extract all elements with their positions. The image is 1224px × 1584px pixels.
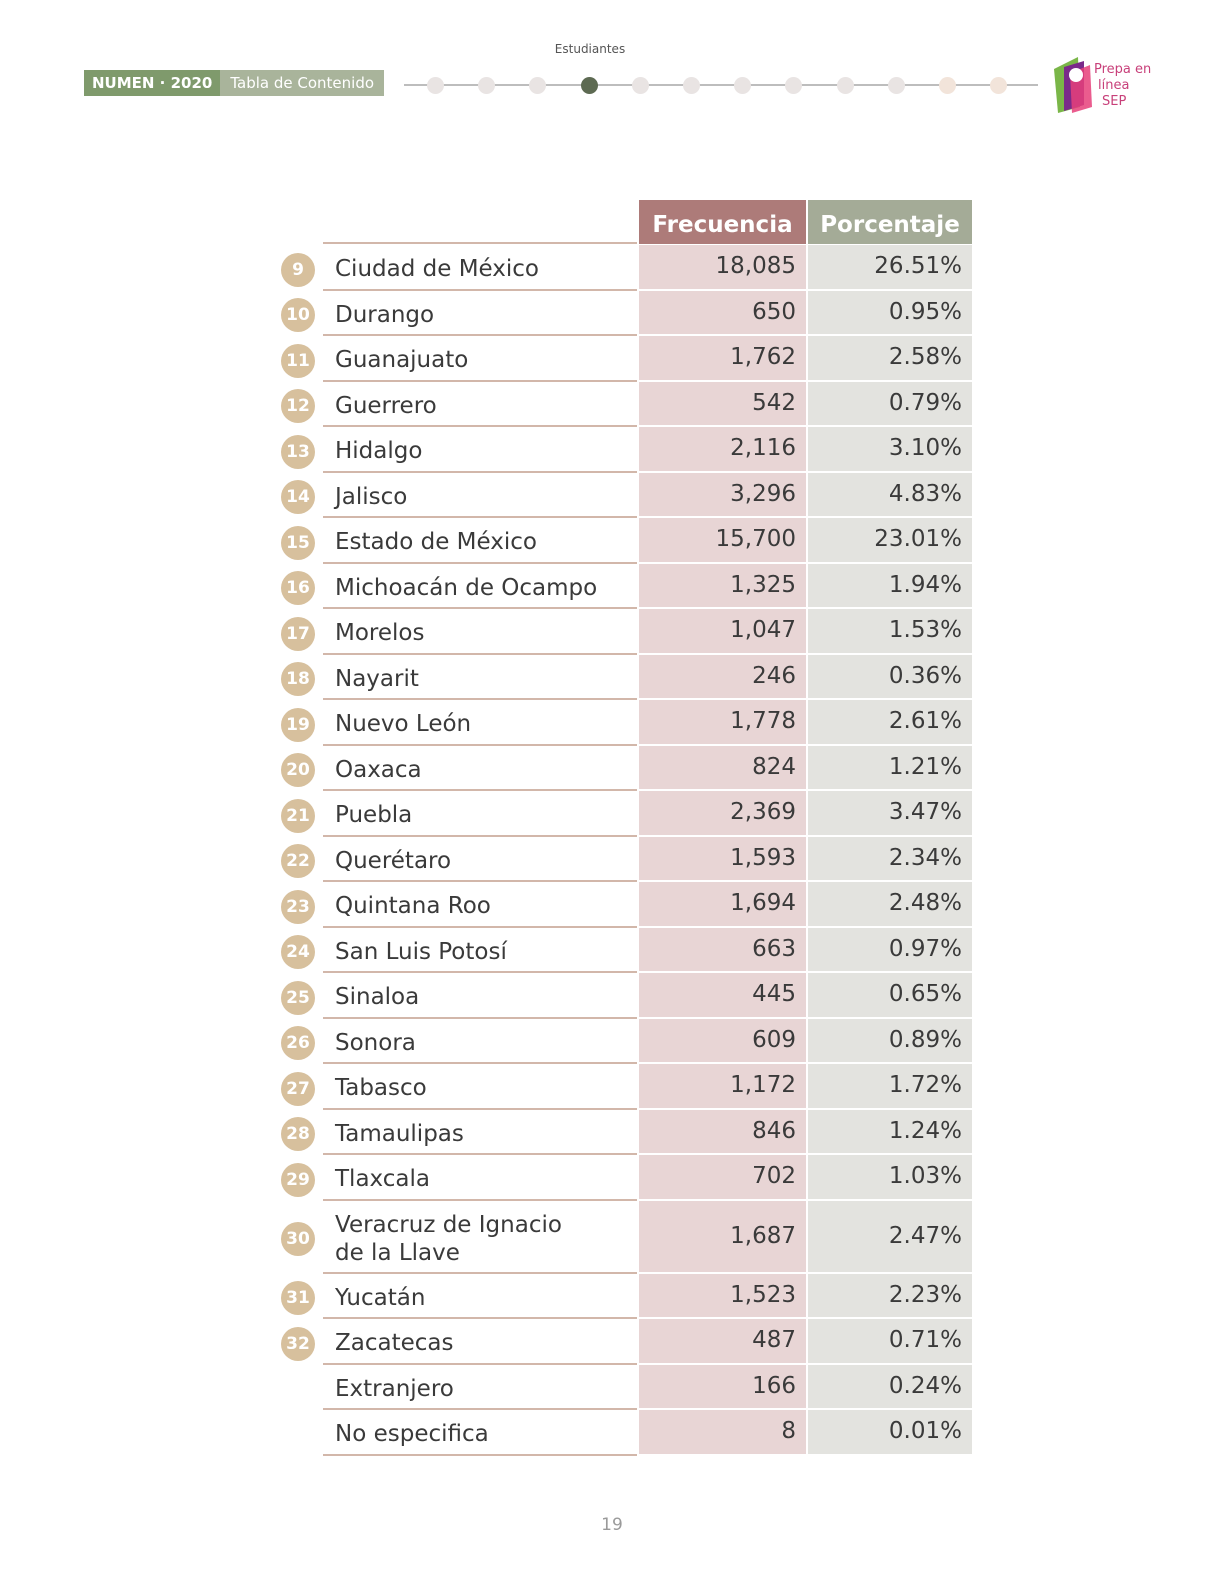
percentage-cell: 0.97% (808, 928, 972, 972)
frequency-cell: 8 (639, 1410, 806, 1454)
percentage-cell: 1.03% (808, 1155, 972, 1199)
frequency-cell: 702 (639, 1155, 806, 1199)
prepa-en-linea-sep-logo (1050, 55, 1152, 117)
table-row (0, 291, 1224, 337)
frequency-cell: 246 (639, 655, 806, 699)
frequency-cell: 1,523 (639, 1274, 806, 1318)
table-row (0, 973, 1224, 1019)
frequency-cell: 18,085 (639, 245, 806, 289)
table-top-rule (323, 242, 637, 244)
frequency-cell: 2,369 (639, 791, 806, 835)
state-number-badge: 30 (281, 1222, 315, 1256)
table-row (0, 518, 1224, 564)
state-name: Tabasco (335, 1075, 427, 1101)
percentage-cell: 26.51% (808, 245, 972, 289)
frequency-cell: 609 (639, 1019, 806, 1063)
percentage-cell: 1.24% (808, 1110, 972, 1154)
table-row (0, 746, 1224, 792)
state-number-badge: 29 (281, 1163, 315, 1197)
percentage-cell: 0.95% (808, 291, 972, 335)
toc-link[interactable]: Tabla de Contenido (220, 70, 384, 96)
progress-dot-1[interactable] (427, 77, 444, 94)
percentage-cell: 2.58% (808, 336, 972, 380)
state-number-badge: 32 (281, 1327, 315, 1361)
table-row (0, 427, 1224, 473)
state-name: Oaxaca (335, 756, 422, 783)
logo-text-line3: SEP (1102, 94, 1127, 109)
frequency-cell: 3,296 (639, 473, 806, 517)
table-row (0, 1365, 1224, 1411)
state-number-badge: 23 (281, 890, 315, 924)
frequency-cell: 2,116 (639, 427, 806, 471)
table-row (0, 336, 1224, 382)
state-name: Jalisco (335, 483, 408, 510)
percentage-cell: 2.23% (808, 1274, 972, 1318)
frequency-cell: 1,694 (639, 882, 806, 926)
row-rule (323, 1454, 637, 1456)
frequency-cell: 1,778 (639, 700, 806, 744)
logo-text-line1: Prepa en (1094, 62, 1152, 77)
percentage-cell: 2.48% (808, 882, 972, 926)
state-number-badge: 11 (281, 344, 315, 378)
state-number-badge: 9 (281, 253, 315, 287)
state-name: Quintana Roo (335, 893, 491, 919)
state-number-badge: 26 (281, 1026, 315, 1060)
brand-badge (84, 70, 384, 96)
state-name: No especifica (335, 1421, 489, 1447)
state-name: Michoacán de Ocampo (335, 574, 598, 601)
state-name: Querétaro (335, 847, 452, 874)
table-row (0, 1319, 1224, 1365)
percentage-cell: 2.47% (808, 1201, 972, 1272)
state-name: Morelos (335, 620, 425, 646)
table-row (0, 1155, 1224, 1201)
state-name: Zacatecas (335, 1330, 454, 1356)
state-number-badge: 18 (281, 662, 315, 696)
frequency-cell: 1,762 (639, 336, 806, 380)
state-name: Sinaloa (335, 984, 420, 1010)
percentage-cell: 0.71% (808, 1319, 972, 1363)
frequency-cell: 846 (639, 1110, 806, 1154)
percentage-cell: 2.34% (808, 837, 972, 881)
state-number-badge: 27 (281, 1072, 315, 1106)
frequency-cell: 1,325 (639, 564, 806, 608)
progress-dot-11[interactable] (939, 77, 956, 94)
state-number-badge: 22 (281, 844, 315, 878)
state-name: Tlaxcala (335, 1166, 430, 1192)
progress-dot-8[interactable] (785, 77, 802, 94)
table-row (0, 928, 1224, 974)
percentage-cell: 1.53% (808, 609, 972, 653)
percentage-cell: 0.01% (808, 1410, 972, 1454)
state-name: Extranjero (335, 1375, 454, 1402)
percentage-cell: 3.10% (808, 427, 972, 471)
state-number-badge: 17 (281, 617, 315, 651)
frequency-cell: 166 (639, 1365, 806, 1409)
state-number-badge: 19 (281, 708, 315, 742)
page-number: 19 (601, 1515, 623, 1535)
state-name: Hidalgo (335, 438, 423, 464)
state-number-badge: 28 (281, 1117, 315, 1151)
state-number-badge: 10 (281, 298, 315, 332)
state-name: Guanajuato (335, 347, 469, 373)
state-name: Tamaulipas (335, 1120, 464, 1147)
frequency-cell: 542 (639, 382, 806, 426)
percentage-cell: 2.61% (808, 700, 972, 744)
percentage-column-header: Porcentaje (808, 200, 972, 244)
table-row (0, 1110, 1224, 1156)
table-row (0, 1019, 1224, 1065)
frequency-column-header: Frecuencia (639, 200, 806, 244)
frequency-cell: 650 (639, 291, 806, 335)
progress-dot-10[interactable] (888, 77, 905, 94)
table-row (0, 1064, 1224, 1110)
frequency-cell: 1,047 (639, 609, 806, 653)
frequency-cell: 1,172 (639, 1064, 806, 1108)
state-name: Veracruz de Ignacio de la Llave (335, 1211, 562, 1266)
state-name: Nayarit (335, 665, 419, 692)
state-number-badge: 25 (281, 981, 315, 1015)
table-row (0, 700, 1224, 746)
progress-dot-2[interactable] (478, 77, 495, 94)
logo-text-line2: línea (1098, 78, 1130, 93)
table-row (0, 382, 1224, 428)
state-name: Sonora (335, 1029, 416, 1056)
table-row (0, 473, 1224, 519)
table-row (0, 1410, 1224, 1456)
frequency-cell: 1,593 (639, 837, 806, 881)
table-row (0, 1201, 1224, 1274)
frequency-cell: 663 (639, 928, 806, 972)
table-row (0, 609, 1224, 655)
state-number-badge: 20 (281, 753, 315, 787)
progress-dot-5[interactable] (632, 77, 649, 94)
state-name: Yucatán (335, 1284, 426, 1311)
table-row (0, 837, 1224, 883)
percentage-cell: 1.94% (808, 564, 972, 608)
table-row (0, 564, 1224, 610)
state-number-badge: 12 (281, 389, 315, 423)
progress-dot-9[interactable] (837, 77, 854, 94)
progress-dot-6[interactable] (683, 77, 700, 94)
progress-dot-7[interactable] (734, 77, 751, 94)
table-row (0, 655, 1224, 701)
state-number-badge: 21 (281, 799, 315, 833)
state-name: Estado de México (335, 529, 537, 555)
percentage-cell: 1.72% (808, 1064, 972, 1108)
percentage-cell: 23.01% (808, 518, 972, 562)
state-number-badge: 13 (281, 435, 315, 469)
state-number-badge: 15 (281, 526, 315, 560)
progress-dot-3[interactable] (529, 77, 546, 94)
progress-dot-4[interactable] (581, 77, 598, 94)
table-row (0, 1274, 1224, 1320)
table-row (0, 882, 1224, 928)
percentage-cell: 4.83% (808, 473, 972, 517)
state-number-badge: 14 (281, 480, 315, 514)
frequency-cell: 445 (639, 973, 806, 1017)
section-label: Estudiantes (554, 42, 626, 56)
state-name: Durango (335, 301, 435, 328)
table-row (0, 245, 1224, 291)
state-number-badge: 31 (281, 1281, 315, 1315)
frequency-cell: 1,687 (639, 1201, 806, 1272)
frequency-cell: 487 (639, 1319, 806, 1363)
percentage-cell: 0.79% (808, 382, 972, 426)
publication-title: NUMEN · 2020 (84, 70, 220, 96)
state-name: Guerrero (335, 392, 437, 419)
percentage-cell: 0.65% (808, 973, 972, 1017)
percentage-cell: 1.21% (808, 746, 972, 790)
table-row (0, 791, 1224, 837)
percentage-cell: 0.24% (808, 1365, 972, 1409)
state-name: Nuevo León (335, 711, 472, 737)
frequency-cell: 824 (639, 746, 806, 790)
percentage-cell: 0.36% (808, 655, 972, 699)
state-number-badge: 16 (281, 571, 315, 605)
percentage-cell: 0.89% (808, 1019, 972, 1063)
frequency-cell: 15,700 (639, 518, 806, 562)
state-number-badge: 24 (281, 935, 315, 969)
state-name: Ciudad de México (335, 256, 540, 282)
state-name: San Luis Potosí (335, 938, 507, 965)
state-name: Puebla (335, 802, 413, 828)
progress-dot-12[interactable] (990, 77, 1007, 94)
percentage-cell: 3.47% (808, 791, 972, 835)
